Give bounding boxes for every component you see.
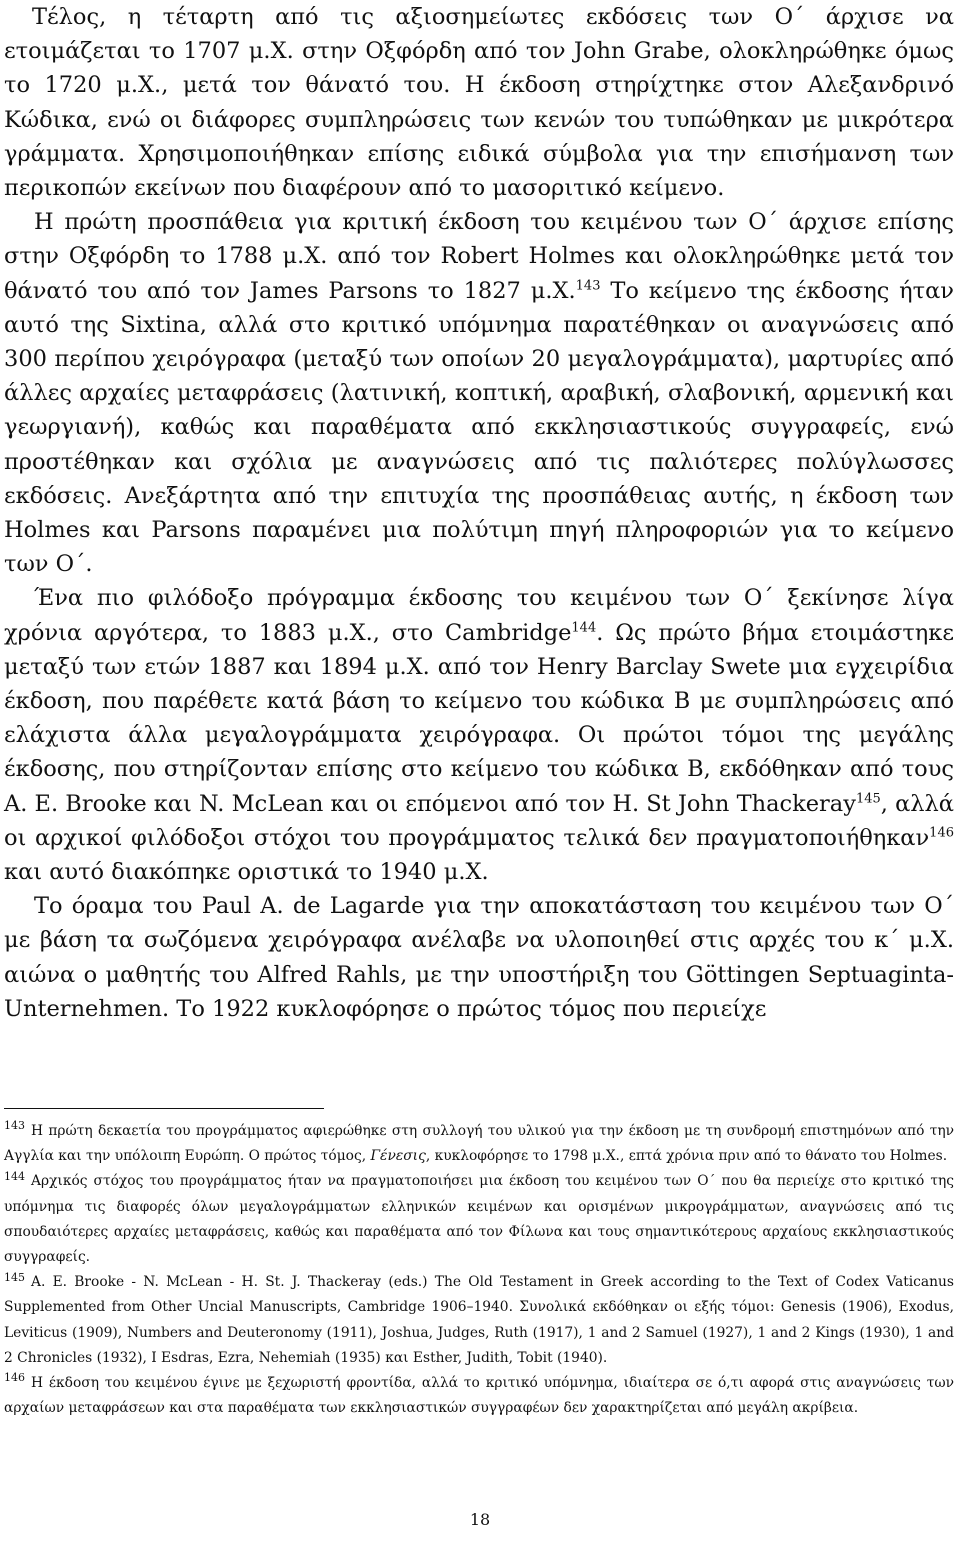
footnote-text: A. E. Brooke - N. McLean - H. St. J. Thackeray (eds.) The Old Testament in Greek according to the Text of Codex Vaticanus Supplemented from Other Uncial Manuscripts, Cambridge 1906–1940. Συνολικά εκδόθηκαν οι εξής τόμοι: Genesis (1906), Exodus, Leviticus (1909), Numbers and Deuteronomy (1911), Joshua, Judges, Ruth (1917), 1 and 2 Samuel (1927), 1 and 2 Kings (1930), 1 and 2 Chronicles (1932), I Esdras, Ezra, Nehemiah (1935) και Esther, Judith, Tobit (1940).	[4, 1274, 954, 1366]
footnote-number: 143	[4, 1119, 25, 1133]
footnote-text: Η πρώτη δεκαετία του προγράμματος αφιερώθηκε στη συλλογή του υλικού για την έκδοση με τη συνδρομή επιστημόνων από την Αγγλία και την υπόλοιπη Ευρώπη. Ο πρώτος τόμος,	[4, 1123, 954, 1165]
italic-text: Γένεσις	[370, 1148, 426, 1165]
footnote-separator	[4, 1108, 324, 1109]
paragraph	[4, 205, 954, 581]
paragraph-text: Το κείμενο της έκδοσης ήταν αυτό της Sixtina, αλλά στο κριτικό υπόμνημα παρατέθηκαν οι αναγνώσεις από 300 περίπου χειρόγραφα (μεταξύ των οποίων 20 μεγαλογράμματα), μαρτυρίες από άλλες αρχαίες μεταφράσεις (λατινική, κοπτική, αραβική, σλαβονική, αρμενική και γεωργιανή), καθώς και παραθέματα από εκκλησιαστικούς συγγραφείς, ενώ προστέθηκαν και σχόλια με αναγνώσεις από τις παλιότερες πολύγλωσσες εκδόσεις. Ανεξάρτητα από την επιτυχία της προσπάθειας αυτής, η έκδοση των Holmes και Parsons παραμένει μια πολύτιμη πηγή πληροφοριών για το κείμενο των Ο΄.	[4, 277, 954, 578]
paragraph-text: και αυτό διακόπηκε οριστικά το 1940 μ.Χ.	[4, 859, 489, 886]
paragraph-text: Το όραμα του Paul A. de Lagarde για την αποκατάσταση του κειμένου των Ο΄ με βάση τα σωζόμενα χειρόγραφα ανέλαβε να υλοποιηθεί στις αρχές του κ΄ μ.Χ. αιώνα ο μαθητής του Alfred Rahls, με την υποστήριξη του Göttingen Septuaginta-Unternehmen. Το 1922 κυκλοφόρησε ο πρώτος τόμος που περιείχε	[4, 893, 954, 1022]
footnote	[4, 1270, 954, 1371]
footnote-number: 145	[4, 1270, 25, 1284]
footnote	[4, 1169, 954, 1270]
footnote-text: Αρχικός στόχος του προγράμματος ήταν να πραγματοποιήσει μια έκδοση του κειμένου των Ο΄ που θα περιείχε στο κριτικό της υπόμνημα τις διαφορές όλων μεγαλογράμματων ελληνικών κειμένων και ορισμένων μικρογράμματων, αναγνώσεις από τις σπουδαιότερες αρχαίες μεταφράσεις, καθώς και παραθέματα από τον Φίλωνα και τους σημαντικότερους αρχαίους εκκλησιαστικούς συγγραφείς.	[4, 1173, 954, 1266]
paragraph	[4, 889, 954, 1026]
paragraph	[4, 581, 954, 889]
paragraph-text: Τέλος, η τέταρτη από τις αξιοσημείωτες εκδόσεις των Ο΄ άρχισε να ετοιμάζεται το 1707 μ.Χ. στην Οξφόρδη από τον John Grabe, ολοκληρώθηκε όμως το 1720 μ.Χ., μετά τον θάνατό του. Η έκδοση στηρίχτηκε στον Αλεξανδρινό Κώδικα, ενώ οι διάφορες συμπληρώσεις των κενών του τυπώθηκαν με μικρότερα γράμματα. Χρησιμοποιήθηκαν επίσης ειδικά σύμβολα για την επισήμανση των περικοπών εκείνων που διαφέρουν από το μασοριτικό κείμενο.	[4, 4, 954, 202]
footnotes-section	[4, 1119, 954, 1421]
footnote-reference: 143	[575, 278, 601, 294]
footnote-text: Η έκδοση του κειμένου έγινε με ξεχωριστή φροντίδα, αλλά το κριτικό υπόμνημα, ιδιαίτερα σε ό,τι αφορά στις αναγνώσεις των αρχαίων μεταφράσεων και στα παραθέματα των εκκλησιαστικών συγγραφέων δεν χαρακτηρίζεται από μεγάλη ακρίβεια.	[4, 1375, 954, 1417]
page-number: 18	[469, 1510, 491, 1529]
paragraph-text: Ένα πιο φιλόδοξο πρόγραμμα έκδοσης του κειμένου των Ο΄ ξεκίνησε λίγα χρόνια αργότερα, το 1883 μ.Χ., στο Cambridge	[4, 585, 954, 646]
footnote-number: 144	[4, 1169, 25, 1183]
footnote	[4, 1371, 954, 1421]
footnote-reference: 146	[929, 825, 954, 841]
paragraph-text: , αλλά οι αρχικοί φιλόδοξοι στόχοι του προγράμματος τελικά δεν πραγματοποιήθηκαν	[4, 790, 954, 851]
footnote	[4, 1119, 954, 1169]
footnote-number: 146	[4, 1371, 25, 1385]
footnote-reference: 145	[855, 791, 881, 807]
footnote-text: , κυκλοφόρησε το 1798 μ.Χ., επτά χρόνια πριν από το θάνατο του Holmes.	[425, 1148, 948, 1165]
paragraph-text: . Ως πρώτο βήμα ετοιμάστηκε μεταξύ των ετών 1887 και 1894 μ.Χ. από τον Henry Barclay Swete μια εγχειρίδια έκδοση, που παρέθετε κατά βάση το κείμενο του κώδικα Β με συμπληρώσεις από ελάχιστα άλλα μεγαλογράμματα χειρόγραφα. Οι πρώτοι τόμοι της μεγάλης έκδοσης, που στηρίζονταν επίσης στο κείμενο του κώδικα Β, εκδόθηκαν από τους A. E. Brooke και N. McLean και οι επόμενοι από τον H. St John Thackeray	[4, 619, 954, 817]
paragraph	[4, 0, 954, 205]
main-body-text	[4, 0, 954, 1026]
paragraph-text: Η πρώτη προσπάθεια για κριτική έκδοση του κειμένου των Ο΄ άρχισε επίσης στην Οξφόρδη το 1788 μ.Χ. από τον Robert Holmes και ολοκληρώθηκε μετά τον θάνατό του από τον James Parsons το 1827 μ.Χ.	[4, 209, 954, 304]
footnote-reference: 144	[571, 620, 597, 636]
